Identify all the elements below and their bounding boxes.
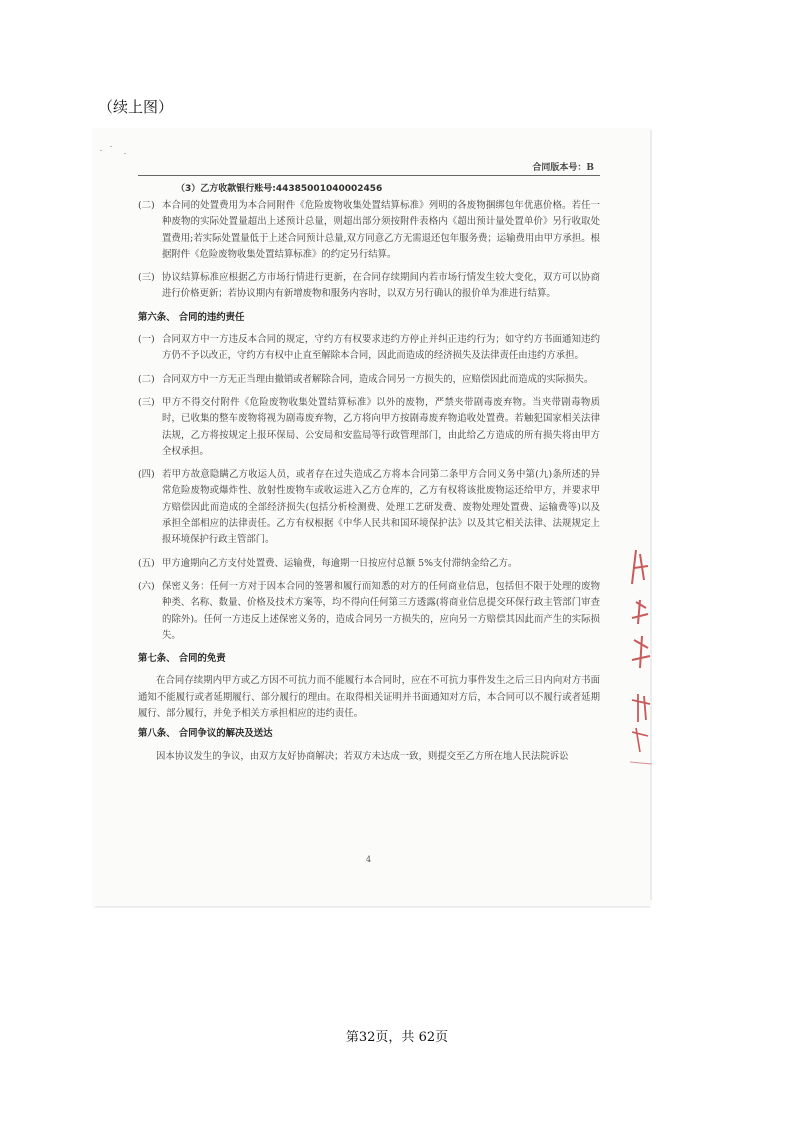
page-caption: （续上图） [98,98,174,116]
seal-stamp-fragment [626,544,656,774]
clause-text: 协议结算标准应根据乙方市场行情进行更新，在合同存续期间内若市场行情发生较大变化，双方可以协商进行价格更新；若协议期内有新增废物和服务内容时，以双方另行确认的报价单为准进行结算。 [162,272,600,300]
clause-text: 本合同的处置费用为本合同附件《危险废物收集处置结算标准》列明的各废物捆绑包年优惠价格。若任一种废物的实际处置量超出上述预计总量，则超出部分须按附件表格内《超出预计量处置单价》另行收取处置费用;若实际处置量低于上述合同预计总量,双方同意乙方无需退还包年服务费；运输费用由甲方承担。根据附件《危险废物收集处置结算标准》的约定另行结算。 [162,200,600,260]
contract-body [138,198,600,769]
article-7-title: 第七条、 合同的免责 [138,653,226,665]
clause-number: (五) [138,557,155,569]
article-6-clause-3 [138,395,600,460]
clause-text: 合同双方中一方无正当理由撤销或者解除合同，造成合同另一方损失的，应赔偿因此而造成的实际损失。 [162,373,594,385]
scan-speck [124,153,126,154]
clause-text: 合同双方中一方违反本合同的规定，守约方有权要求违约方停止并纠正违约行为；如守约方书面通知违约方仍不予以改正，守约方有权中止直至解除本合同，因此而造成的经济损失及法律责任由违约方承担。 [162,334,600,362]
article-6-clause-4 [138,467,600,548]
article-6-clause-2 [138,372,600,388]
clause-text: 甲方不得交付附件《危险废物收集处置结算标准》以外的废物，严禁夹带剧毒废弃物。当夹带剧毒物质时，已收集的整车废物将视为剧毒废弃物，乙方将向甲方按剧毒废弃物追收处置费。若触犯国家相关法律法规，乙方将按规定上报环保局、公安局和安监局等行政管理部门，由此给乙方造成的所有损失将由甲方全权承担。 [162,396,600,457]
header-rule [138,175,600,176]
clause-san [138,270,600,303]
clause-text: 甲方逾期向乙方支付处置费、运输费，每逾期一日按应付总额 5%支付滞纳金给乙方。 [162,557,518,569]
article-6-clause-6 [138,579,600,644]
contract-version: 合同版本号：B [532,163,594,173]
clause-number: (四) [138,469,155,481]
page-footer: 第32页，共 62页 [345,1030,449,1045]
clause-number: (三) [138,272,155,284]
clause-number: (六) [138,580,155,592]
clause-er [138,198,600,263]
scan-speck [100,150,102,151]
article-6-title: 第六条、 合同的违约责任 [138,311,245,323]
article-8-title: 第八条、 合同争议的解决及送达 [138,728,273,740]
scan-edge-right [650,130,652,900]
clause-number: (一) [138,334,155,346]
article-6-clause-1 [138,332,600,365]
clause-text: 保密义务：任何一方对于因本合同的签署和履行而知悉的对方的任何商业信息，包括但不限于处理的废物种类、名称、数量、价格及技术方案等，均不得向任何第三方透露(将商业信息提交环保行政主管部门审查的除外)。任何一方违反上述保密义务的，造成合同另一方损失的，应向另一方赔偿其因此而产生的实际损失。 [162,580,600,641]
scan-edge-bottom [95,906,650,908]
clause-number: (三) [138,396,155,408]
bank-account: （3）乙方收款银行账号:44385001040002456 [176,184,383,194]
article-7-text: 在合同存续期内甲方或乙方因不可抗力而不能履行本合同时，应在不可抗力事件发生之后三日内向对方书面通知不能履行或者延期履行、部分履行的理由。在取得相关证明并书面通知对方后，本合同可以不履行或者延期履行、部分履行，并免予相关方承担相应的违约责任。 [138,675,600,720]
clause-number: (二) [138,373,155,385]
scan-page-number: 4 [366,855,372,864]
article-8-text: 因本协议发生的争议，由双方友好协商解决；若双方未达成一致，则提交至乙方所在地人民法院诉讼 [156,750,569,762]
article-6-clause-5 [138,556,600,572]
clause-text: 若甲方故意隐瞒乙方收运人员，或者存在过失造成乙方将本合同第二条甲方合同义务中第(九)条所述的异常危险废物或爆炸性、放射性废物车或收运进入乙方仓库的，乙方有权将该批废物运还给甲方，并要求甲方赔偿因此而造成的全部经济损失(包括分析检测费、处理工艺研发费、废物处理处置费、运输费等)以及承担全部相应的法律责任。乙方有权根据《中华人民共和国环境保护法》以及其它相关法律、法规规定上报环境保护行政主管部门。 [162,469,600,546]
clause-number: (二) [138,200,155,211]
scan-speck [110,146,112,147]
